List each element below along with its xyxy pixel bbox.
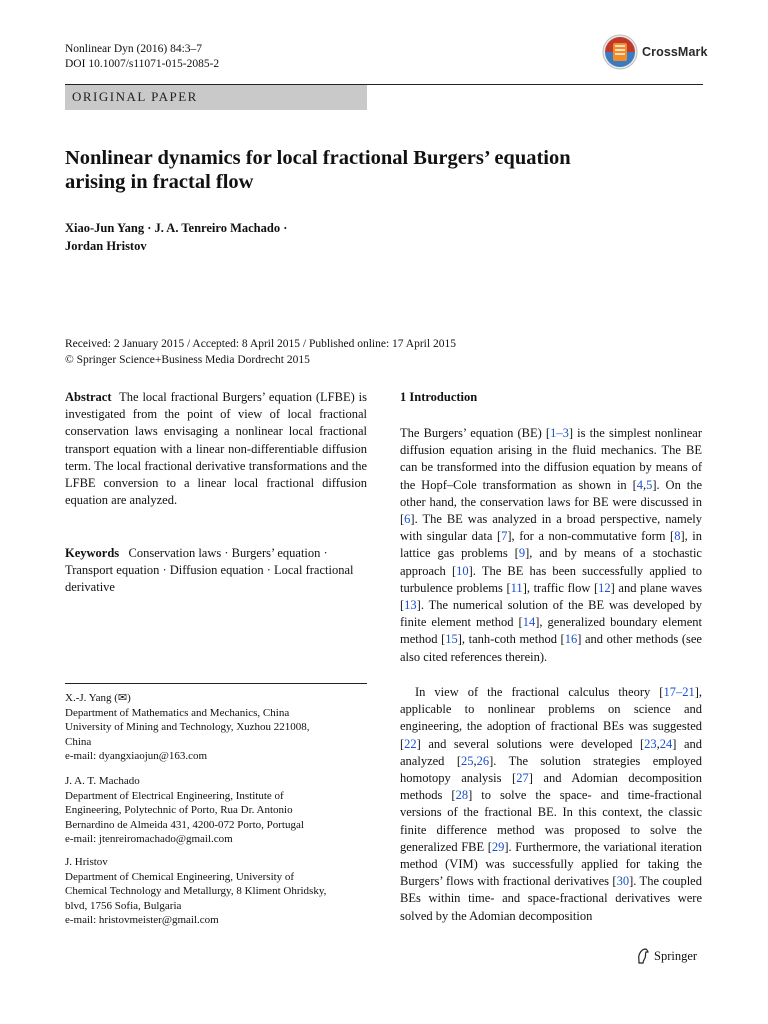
text-run: ], tanh-coth method [ (457, 632, 565, 647)
intro-paragraph-2 (400, 684, 702, 925)
citation-link[interactable]: 24 (659, 736, 673, 751)
citation-link[interactable]: 9 (518, 546, 526, 561)
text-run: ] is the simplest nonlinear diffusion equation arising in the fluid mechanics. The BE can be transformed into the diffusion equation by means of the Hopf–Cole transformation as shown in [ (400, 426, 702, 492)
citation-link[interactable]: 13 (404, 598, 417, 613)
citation-link[interactable]: 12 (598, 580, 611, 595)
citation-link[interactable]: 6 (404, 512, 411, 527)
citation-link[interactable]: 7 (501, 529, 508, 544)
text-run: ]. The solution strategies employed homotopy analysis [ (400, 753, 702, 786)
article-title (65, 146, 685, 194)
citation-link[interactable]: 5 (646, 477, 653, 492)
affiliation-line: Engineering, Polytechnic of Porto, Rua Dr. Antonio (65, 804, 293, 816)
dates-line: Received: 2 January 2015 / Accepted: 8 April 2015 / Published online: 17 April 2015 (65, 338, 456, 350)
author-list (65, 219, 395, 255)
affiliation-line: Chemical Technology and Metallurgy, 8 Kliment Ohridsky, (65, 885, 327, 897)
citation-link[interactable]: 10 (456, 563, 469, 578)
title-line-1: Nonlinear dynamics for local fractional Burgers’ equation (65, 147, 571, 169)
text-run: , (473, 753, 477, 768)
intro-paragraph-1 (400, 425, 702, 666)
text-run: In view of the fractional calculus theory [ (415, 685, 664, 699)
text-run: ], traffic flow [ (522, 580, 599, 595)
springer-logo (636, 948, 697, 964)
email-link[interactable]: e-mail: dyangxiaojun@163.com (65, 750, 208, 762)
citation-link[interactable]: 27 (516, 771, 529, 786)
abstract-text: The local fractional Burgers’ equation (LFBE) is investigated from the point of view of local fractional conservation laws envisaging a nonlinear local fractional transport equation with a linear non-differentiable diffusion term. The local fractional derivative transformations and the LFBE conversion to a linear local fractional diffusion equation are analyzed. (65, 390, 367, 508)
crossmark-label: CrossMark (642, 45, 708, 59)
publisher-name: Springer (654, 948, 698, 963)
affiliation-line: China (65, 735, 92, 748)
affiliation-line: J. Hristov (65, 856, 108, 868)
text-run: ]. The coupled BEs within time- and space-fractional derivatives were solved by the Adomian decomposition (400, 874, 702, 923)
copyright-line: © Springer Science+Business Media Dordrecht 2015 (65, 353, 310, 366)
citation-link[interactable]: 14 (522, 615, 536, 630)
text-run: ], applicable to nonlinear problems on science and engineering, the adoption of fractional BEs was suggested [ (400, 685, 702, 751)
section-badge (65, 85, 367, 110)
citation-link[interactable]: 23 (644, 736, 657, 751)
email-link[interactable]: e-mail: hristovmeister@gmail.com (65, 914, 219, 926)
affiliation-line: X.-J. Yang (✉) (65, 692, 131, 704)
citation-link[interactable]: 16 (564, 632, 578, 647)
affiliation-line: Bernardino de Almeida 431, 4200-072 Porto, Portugal (65, 818, 304, 831)
crossmark-badge[interactable] (602, 34, 708, 70)
citation-link[interactable]: 17–21 (663, 685, 695, 699)
text-run: ]. The BE has been successfully applied to turbulence problems [ (400, 563, 702, 595)
keywords-label: Keywords (65, 546, 120, 560)
springer-horse-icon (636, 948, 650, 964)
authors-line-1: Xiao-Jun Yang · J. A. Tenreiro Machado · (65, 221, 288, 235)
keywords (65, 545, 367, 597)
email-link[interactable]: e-mail: jtenreiromachado@gmail.com (65, 833, 233, 845)
citation-link[interactable]: 22 (404, 736, 417, 751)
affiliation-machado (65, 774, 367, 847)
affiliation-line: Department of Mathematics and Mechanics, China (65, 706, 290, 719)
text-run: ] and analyzed [ (400, 736, 702, 768)
affiliation-line: Department of Chemical Engineering, University of (65, 870, 295, 883)
citation-link[interactable]: 28 (455, 788, 469, 803)
text-run: ] and plane waves [ (400, 580, 702, 613)
section-badge-label: ORIGINAL PAPER (72, 89, 198, 104)
affiliation-line: University of Mining and Technology, Xuzhou 221008, (65, 721, 310, 733)
section-heading-introduction: 1 Introduction (400, 390, 478, 404)
text-run: ]. Furthermore, the variational iteration method (VIM) was successfully applied for taking the Burgers’ flows with fractional derivatives [ (400, 839, 703, 889)
citation-link[interactable]: 25 (460, 753, 474, 768)
text-run: ], in lattice gas problems [ (400, 529, 702, 561)
text-run: ]. On the other hand, the conservation laws for BE were discussed in [ (400, 477, 702, 527)
journal-line: Nonlinear Dyn (2016) 84:3–7 (65, 43, 203, 55)
citation-link[interactable]: 26 (476, 753, 490, 768)
text-run: The Burgers’ equation (BE) [ (400, 426, 551, 440)
text-run: ] and other methods (see also cited references therein). (400, 632, 702, 664)
crossmark-icon (602, 34, 638, 70)
title-line-2: arising in fractal flow (65, 171, 254, 193)
publication-history (65, 337, 665, 368)
authors-line-2: Jordan Hristov (65, 239, 147, 253)
citation-link[interactable]: 29 (491, 839, 505, 854)
affiliation-rule (65, 683, 367, 684)
text-run: ] and Adomian decomposition methods [ (400, 771, 702, 803)
keywords-text: Conservation laws · Burgers’ equation · Transport equation · Diffusion equation · Local fractional derivative (65, 546, 354, 595)
text-run: ], and by means of a stochastic approach [ (400, 546, 702, 578)
affiliation-line: Department of Electrical Engineering, Institute of (65, 789, 284, 802)
citation-link[interactable]: 8 (674, 529, 681, 544)
text-run: ], generalized boundary element method [ (400, 615, 702, 647)
citation-link[interactable]: 1–3 (550, 426, 569, 440)
abstract-label: Abstract (65, 390, 112, 404)
citation-link[interactable]: 15 (445, 632, 458, 647)
text-run: ], for a non-commutative form [ (507, 529, 675, 544)
text-run: , (642, 477, 647, 492)
affiliation-line: blvd, 1756 Sofia, Bulgaria (65, 899, 182, 912)
affiliation-yang (65, 691, 367, 764)
text-run: ]. The numerical solution of the BE was developed by finite element method [ (400, 598, 702, 630)
citation-link[interactable]: 11 (510, 580, 523, 595)
citation-link[interactable]: 4 (636, 477, 643, 492)
journal-citation (65, 42, 219, 72)
text-run: ] to solve the space- and time-fractional versions of the fractional BE. In this context, the classic finite difference method was proposed to solve the generalized FBE [ (400, 788, 703, 854)
text-run: ] and several solutions were developed [ (416, 736, 645, 751)
affiliation-line: J. A. T. Machado (65, 775, 140, 787)
doi-line[interactable]: DOI 10.1007/s11071-015-2085-2 (65, 58, 220, 70)
citation-link[interactable]: 30 (616, 874, 630, 889)
abstract (65, 389, 367, 509)
text-run: , (656, 736, 660, 751)
affiliation-hristov (65, 855, 367, 928)
text-run: ]. The BE was analyzed in a broad perspective, namely with singular data [ (400, 512, 702, 544)
